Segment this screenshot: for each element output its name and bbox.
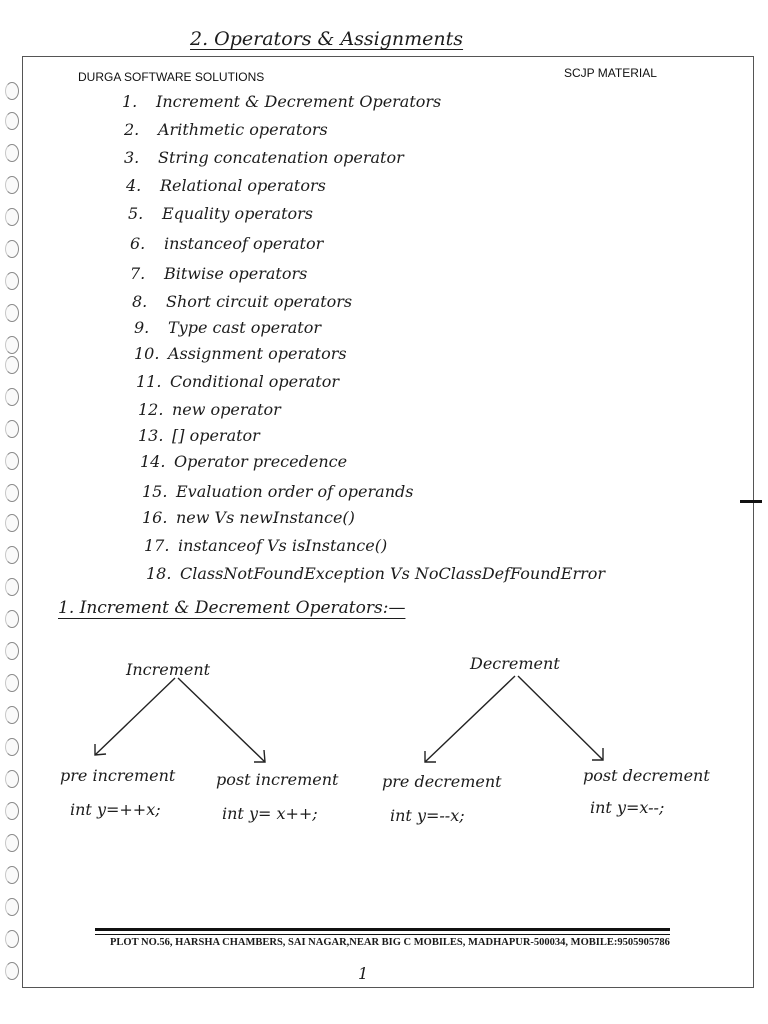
topic-text: Assignment operators (168, 344, 347, 363)
pre-decrement-code: int y=--x; (390, 806, 465, 825)
topic-text: Relational operators (160, 176, 326, 195)
topic-text: [] operator (172, 426, 260, 445)
increment-left-branch (95, 678, 175, 755)
edge-mark (740, 500, 762, 503)
decrement-left-branch (425, 676, 515, 762)
topic-text: Conditional operator (170, 372, 340, 391)
topic-number: 7. (130, 264, 146, 283)
topic-text: ClassNotFoundException Vs NoClassDefFoundError (180, 564, 606, 583)
topic-text: Equality operators (162, 204, 314, 223)
decrement-right-branch (518, 676, 603, 760)
topic-number: 4. (126, 176, 142, 195)
topic-text: Type cast operator (168, 318, 321, 337)
topic-text: new operator (172, 400, 281, 419)
topic-number: 11. (136, 372, 162, 391)
topic-number: 6. (130, 234, 146, 253)
topic-text: new Vs newInstance() (176, 508, 355, 527)
topic-number: 14. (140, 452, 166, 471)
increment-right-branch (178, 678, 265, 762)
topic-text: instanceof operator (164, 234, 324, 253)
topic-text: String concatenation operator (158, 148, 404, 167)
topic-text: Operator precedence (174, 452, 348, 471)
topic-text: Short circuit operators (166, 292, 353, 311)
page-number: 1 (358, 964, 369, 983)
topic-number: 15. (142, 482, 168, 501)
pre-decrement-label: pre decrement (382, 772, 502, 791)
topic-text: Evaluation order of operands (176, 482, 414, 501)
footer-rule (95, 934, 670, 935)
topic-number: 8. (132, 292, 148, 311)
footer-rule (95, 928, 670, 931)
increment-node: Increment (126, 660, 211, 679)
topic-number: 13. (138, 426, 164, 445)
topic-number: 5. (128, 204, 144, 223)
pre-increment-code: int y=++x; (70, 800, 161, 819)
header-company: DURGA SOFTWARE SOLUTIONS (78, 70, 265, 84)
header-material: SCJP MATERIAL (564, 66, 657, 80)
page-title: 2. Operators & Assignments (190, 28, 464, 50)
footer-address: PLOT NO.56, HARSHA CHAMBERS, SAI NAGAR,NEAR BIG C MOBILES, MADHAPUR-500034, MOBILE:9505905786 (110, 937, 670, 948)
topic-text: Bitwise operators (164, 264, 308, 283)
topic-text: Increment & Decrement Operators (156, 92, 442, 111)
pre-increment-label: pre increment (60, 766, 176, 785)
topic-number: 18. (146, 564, 172, 583)
post-increment-code: int y= x++; (222, 804, 318, 823)
post-decrement-code: int y=x--; (590, 798, 665, 817)
post-decrement-label: post decrement (583, 766, 710, 785)
topic-number: 12. (138, 400, 164, 419)
topic-number: 17. (144, 536, 170, 555)
topic-number: 3. (124, 148, 140, 167)
topic-text: instanceof Vs isInstance() (178, 536, 388, 555)
topic-number: 1. (122, 92, 138, 111)
topic-number: 10. (134, 344, 160, 363)
topic-number: 9. (134, 318, 150, 337)
topic-number: 16. (142, 508, 168, 527)
post-increment-label: post increment (216, 770, 339, 789)
topic-text: Arithmetic operators (158, 120, 328, 139)
section-heading: 1. Increment & Decrement Operators:— (58, 598, 406, 618)
decrement-node: Decrement (470, 654, 560, 673)
topic-number: 2. (124, 120, 140, 139)
